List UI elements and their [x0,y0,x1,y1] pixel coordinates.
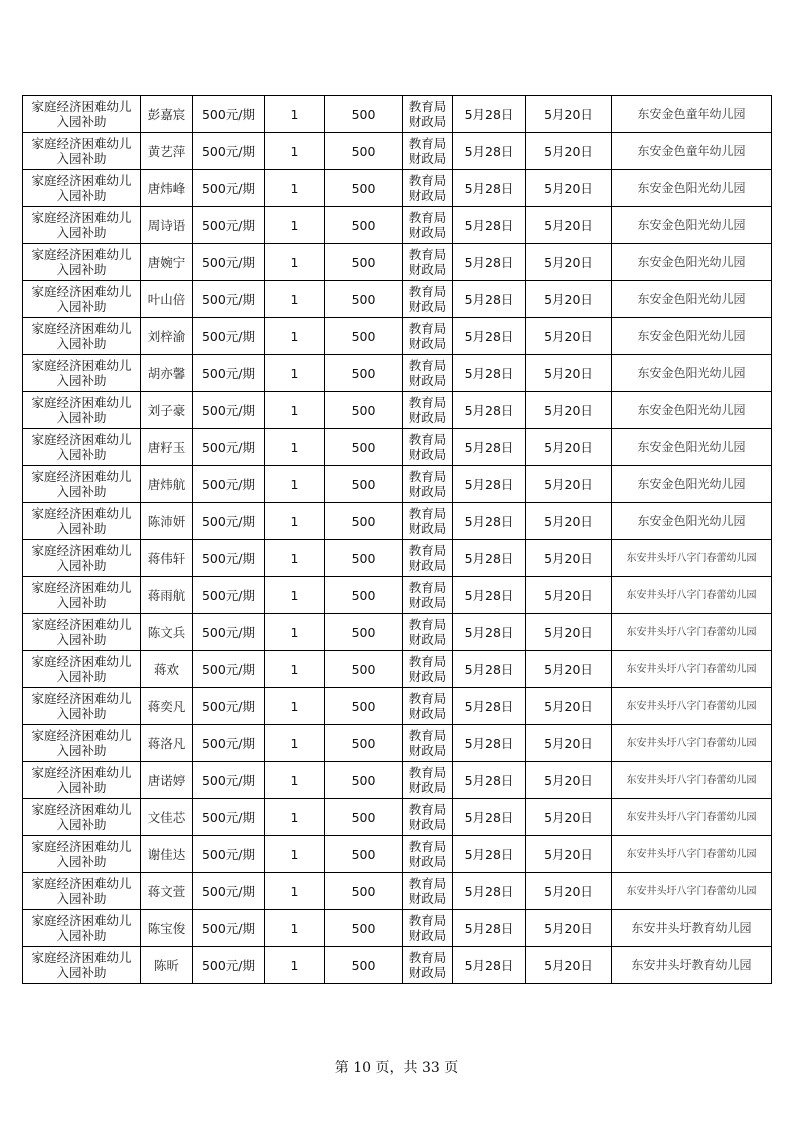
cell-count: 1 [265,688,325,725]
cell-department: 教育局 财政局 [403,466,453,503]
cell-amount: 500 [325,170,403,207]
cell-school: 东安金色阳光幼儿园 [612,244,772,281]
cell-date-2: 5月20日 [526,577,612,614]
cell-department: 教育局 财政局 [403,947,453,984]
cell-date-2: 5月20日 [526,429,612,466]
cell-count: 1 [265,725,325,762]
cell-date-1: 5月28日 [453,614,526,651]
cell-department: 教育局 财政局 [403,725,453,762]
cell-count: 1 [265,244,325,281]
cell-department: 教育局 财政局 [403,910,453,947]
cell-project: 家庭经济困难幼儿 入园补助 [23,651,141,688]
cell-name: 陈沛妍 [141,503,193,540]
cell-date-2: 5月20日 [526,836,612,873]
cell-count: 1 [265,207,325,244]
cell-date-1: 5月28日 [453,318,526,355]
cell-date-2: 5月20日 [526,503,612,540]
cell-standard: 500元/期 [193,318,265,355]
cell-standard: 500元/期 [193,910,265,947]
cell-standard: 500元/期 [193,540,265,577]
cell-project: 家庭经济困难幼儿 入园补助 [23,244,141,281]
cell-date-1: 5月28日 [453,355,526,392]
cell-date-1: 5月28日 [453,688,526,725]
cell-school: 东安金色阳光幼儿园 [612,170,772,207]
cell-date-2: 5月20日 [526,244,612,281]
table-row [23,614,772,651]
cell-project: 家庭经济困难幼儿 入园补助 [23,207,141,244]
cell-name: 陈文兵 [141,614,193,651]
table-row [23,170,772,207]
subsidy-table [22,95,772,984]
cell-project: 家庭经济困难幼儿 入园补助 [23,725,141,762]
cell-date-1: 5月28日 [453,651,526,688]
cell-date-2: 5月20日 [526,762,612,799]
cell-amount: 500 [325,614,403,651]
cell-date-1: 5月28日 [453,799,526,836]
cell-name: 彭嘉宸 [141,96,193,133]
cell-project: 家庭经济困难幼儿 入园补助 [23,836,141,873]
cell-school: 东安井头圩教育幼儿园 [612,947,772,984]
subsidy-table-wrap [22,95,771,984]
cell-date-1: 5月28日 [453,466,526,503]
cell-school: 东安金色阳光幼儿园 [612,318,772,355]
cell-project: 家庭经济困难幼儿 入园补助 [23,503,141,540]
cell-department: 教育局 财政局 [403,688,453,725]
cell-amount: 500 [325,503,403,540]
table-row [23,836,772,873]
cell-name: 胡亦馨 [141,355,193,392]
cell-project: 家庭经济困难幼儿 入园补助 [23,762,141,799]
cell-department: 教育局 财政局 [403,836,453,873]
table-row [23,355,772,392]
cell-date-1: 5月28日 [453,244,526,281]
table-row [23,466,772,503]
cell-project: 家庭经济困难幼儿 入园补助 [23,799,141,836]
cell-name: 蒋奕凡 [141,688,193,725]
cell-department: 教育局 财政局 [403,318,453,355]
cell-date-2: 5月20日 [526,614,612,651]
cell-school: 东安金色阳光幼儿园 [612,392,772,429]
cell-name: 谢佳达 [141,836,193,873]
cell-name: 黄艺萍 [141,133,193,170]
cell-count: 1 [265,392,325,429]
cell-amount: 500 [325,947,403,984]
cell-department: 教育局 财政局 [403,799,453,836]
cell-standard: 500元/期 [193,392,265,429]
cell-name: 刘梓渝 [141,318,193,355]
cell-count: 1 [265,873,325,910]
cell-amount: 500 [325,392,403,429]
cell-date-2: 5月20日 [526,725,612,762]
cell-amount: 500 [325,318,403,355]
cell-name: 唐诺婷 [141,762,193,799]
cell-department: 教育局 财政局 [403,577,453,614]
cell-date-1: 5月28日 [453,170,526,207]
table-row [23,96,772,133]
cell-name: 唐籽玉 [141,429,193,466]
table-row [23,540,772,577]
cell-date-1: 5月28日 [453,96,526,133]
cell-amount: 500 [325,96,403,133]
cell-date-2: 5月20日 [526,910,612,947]
cell-standard: 500元/期 [193,762,265,799]
cell-standard: 500元/期 [193,281,265,318]
table-row [23,281,772,318]
cell-standard: 500元/期 [193,688,265,725]
cell-count: 1 [265,614,325,651]
cell-project: 家庭经济困难幼儿 入园补助 [23,429,141,466]
table-row [23,651,772,688]
cell-standard: 500元/期 [193,133,265,170]
cell-standard: 500元/期 [193,466,265,503]
cell-department: 教育局 财政局 [403,207,453,244]
cell-date-2: 5月20日 [526,281,612,318]
cell-date-1: 5月28日 [453,947,526,984]
cell-school: 东安金色童年幼儿园 [612,133,772,170]
cell-date-1: 5月28日 [453,725,526,762]
cell-standard: 500元/期 [193,651,265,688]
cell-count: 1 [265,799,325,836]
cell-project: 家庭经济困难幼儿 入园补助 [23,466,141,503]
cell-date-2: 5月20日 [526,133,612,170]
cell-school: 东安金色阳光幼儿园 [612,466,772,503]
cell-standard: 500元/期 [193,725,265,762]
cell-school: 东安金色童年幼儿园 [612,96,772,133]
cell-name: 叶山倍 [141,281,193,318]
cell-count: 1 [265,910,325,947]
cell-project: 家庭经济困难幼儿 入园补助 [23,540,141,577]
cell-date-1: 5月28日 [453,207,526,244]
table-row [23,392,772,429]
cell-school: 东安井头圩八字门春蕾幼儿园 [612,725,772,762]
cell-department: 教育局 财政局 [403,762,453,799]
cell-count: 1 [265,836,325,873]
cell-date-1: 5月28日 [453,910,526,947]
cell-count: 1 [265,429,325,466]
cell-standard: 500元/期 [193,947,265,984]
cell-count: 1 [265,96,325,133]
cell-school: 东安井头圩八字门春蕾幼儿园 [612,651,772,688]
cell-date-1: 5月28日 [453,281,526,318]
cell-school: 东安井头圩八字门春蕾幼儿园 [612,614,772,651]
cell-amount: 500 [325,577,403,614]
cell-project: 家庭经济困难幼儿 入园补助 [23,170,141,207]
cell-school: 东安金色阳光幼儿园 [612,207,772,244]
cell-date-2: 5月20日 [526,873,612,910]
cell-school: 东安井头圩八字门春蕾幼儿园 [612,799,772,836]
cell-school: 东安井头圩教育幼儿园 [612,910,772,947]
cell-standard: 500元/期 [193,96,265,133]
cell-amount: 500 [325,540,403,577]
cell-standard: 500元/期 [193,873,265,910]
cell-count: 1 [265,133,325,170]
cell-project: 家庭经济困难幼儿 入园补助 [23,133,141,170]
cell-date-2: 5月20日 [526,170,612,207]
cell-standard: 500元/期 [193,244,265,281]
cell-department: 教育局 财政局 [403,355,453,392]
cell-count: 1 [265,503,325,540]
cell-standard: 500元/期 [193,429,265,466]
cell-date-2: 5月20日 [526,688,612,725]
cell-project: 家庭经济困难幼儿 入园补助 [23,318,141,355]
cell-standard: 500元/期 [193,799,265,836]
cell-count: 1 [265,651,325,688]
cell-department: 教育局 财政局 [403,133,453,170]
cell-date-1: 5月28日 [453,133,526,170]
cell-name: 周诗语 [141,207,193,244]
cell-school: 东安井头圩八字门春蕾幼儿园 [612,540,772,577]
cell-school: 东安井头圩八字门春蕾幼儿园 [612,873,772,910]
cell-project: 家庭经济困难幼儿 入园补助 [23,688,141,725]
cell-amount: 500 [325,207,403,244]
cell-amount: 500 [325,762,403,799]
table-row [23,873,772,910]
cell-department: 教育局 财政局 [403,873,453,910]
cell-standard: 500元/期 [193,503,265,540]
cell-school: 东安金色阳光幼儿园 [612,355,772,392]
cell-amount: 500 [325,873,403,910]
cell-standard: 500元/期 [193,577,265,614]
cell-project: 家庭经济困难幼儿 入园补助 [23,910,141,947]
cell-date-1: 5月28日 [453,836,526,873]
cell-count: 1 [265,170,325,207]
cell-date-1: 5月28日 [453,577,526,614]
cell-school: 东安井头圩八字门春蕾幼儿园 [612,577,772,614]
cell-school: 东安井头圩八字门春蕾幼儿园 [612,836,772,873]
cell-name: 唐炜航 [141,466,193,503]
cell-date-2: 5月20日 [526,207,612,244]
cell-count: 1 [265,281,325,318]
cell-project: 家庭经济困难幼儿 入园补助 [23,392,141,429]
cell-standard: 500元/期 [193,207,265,244]
cell-amount: 500 [325,910,403,947]
cell-standard: 500元/期 [193,355,265,392]
cell-date-2: 5月20日 [526,355,612,392]
cell-department: 教育局 财政局 [403,429,453,466]
cell-school: 东安井头圩八字门春蕾幼儿园 [612,762,772,799]
cell-department: 教育局 财政局 [403,96,453,133]
cell-count: 1 [265,540,325,577]
table-row [23,503,772,540]
cell-date-1: 5月28日 [453,540,526,577]
cell-name: 陈昕 [141,947,193,984]
cell-date-2: 5月20日 [526,947,612,984]
cell-name: 蒋雨航 [141,577,193,614]
table-row [23,207,772,244]
cell-standard: 500元/期 [193,836,265,873]
table-row [23,133,772,170]
cell-amount: 500 [325,799,403,836]
cell-school: 东安金色阳光幼儿园 [612,503,772,540]
cell-name: 蒋欢 [141,651,193,688]
cell-project: 家庭经济困难幼儿 入园补助 [23,614,141,651]
cell-project: 家庭经济困难幼儿 入园补助 [23,947,141,984]
cell-department: 教育局 财政局 [403,540,453,577]
cell-date-1: 5月28日 [453,392,526,429]
cell-standard: 500元/期 [193,614,265,651]
table-row [23,725,772,762]
cell-department: 教育局 财政局 [403,170,453,207]
cell-count: 1 [265,318,325,355]
table-row [23,244,772,281]
cell-department: 教育局 财政局 [403,503,453,540]
cell-name: 蒋洛凡 [141,725,193,762]
cell-amount: 500 [325,429,403,466]
table-row [23,799,772,836]
table-body [23,96,772,984]
cell-name: 唐炜峰 [141,170,193,207]
table-row [23,318,772,355]
cell-date-2: 5月20日 [526,651,612,688]
table-row [23,762,772,799]
cell-department: 教育局 财政局 [403,651,453,688]
cell-amount: 500 [325,281,403,318]
cell-name: 陈宝俊 [141,910,193,947]
cell-school: 东安金色阳光幼儿园 [612,281,772,318]
cell-amount: 500 [325,244,403,281]
cell-project: 家庭经济困难幼儿 入园补助 [23,577,141,614]
cell-count: 1 [265,947,325,984]
table-row [23,910,772,947]
cell-department: 教育局 财政局 [403,614,453,651]
cell-count: 1 [265,466,325,503]
cell-department: 教育局 财政局 [403,392,453,429]
cell-name: 蒋伟轩 [141,540,193,577]
cell-name: 蒋文萱 [141,873,193,910]
cell-amount: 500 [325,133,403,170]
cell-amount: 500 [325,688,403,725]
cell-count: 1 [265,355,325,392]
cell-date-2: 5月20日 [526,392,612,429]
cell-department: 教育局 财政局 [403,281,453,318]
cell-school: 东安井头圩八字门春蕾幼儿园 [612,688,772,725]
cell-name: 刘子豪 [141,392,193,429]
cell-date-2: 5月20日 [526,799,612,836]
table-row [23,429,772,466]
cell-amount: 500 [325,355,403,392]
cell-project: 家庭经济困难幼儿 入园补助 [23,355,141,392]
cell-date-2: 5月20日 [526,96,612,133]
cell-count: 1 [265,762,325,799]
cell-name: 文佳芯 [141,799,193,836]
page-number-footer: 第 10 页，共 33 页 [334,1060,459,1076]
cell-date-2: 5月20日 [526,540,612,577]
cell-count: 1 [265,577,325,614]
cell-standard: 500元/期 [193,170,265,207]
table-row [23,947,772,984]
cell-amount: 500 [325,466,403,503]
cell-date-1: 5月28日 [453,873,526,910]
cell-project: 家庭经济困难幼儿 入园补助 [23,96,141,133]
cell-name: 唐婉宁 [141,244,193,281]
cell-project: 家庭经济困难幼儿 入园补助 [23,281,141,318]
cell-date-2: 5月20日 [526,466,612,503]
cell-project: 家庭经济困难幼儿 入园补助 [23,873,141,910]
cell-school: 东安金色阳光幼儿园 [612,429,772,466]
cell-department: 教育局 财政局 [403,244,453,281]
table-row [23,577,772,614]
cell-date-1: 5月28日 [453,762,526,799]
cell-date-2: 5月20日 [526,318,612,355]
table-row [23,688,772,725]
cell-amount: 500 [325,836,403,873]
cell-amount: 500 [325,651,403,688]
cell-date-1: 5月28日 [453,503,526,540]
cell-date-1: 5月28日 [453,429,526,466]
cell-amount: 500 [325,725,403,762]
